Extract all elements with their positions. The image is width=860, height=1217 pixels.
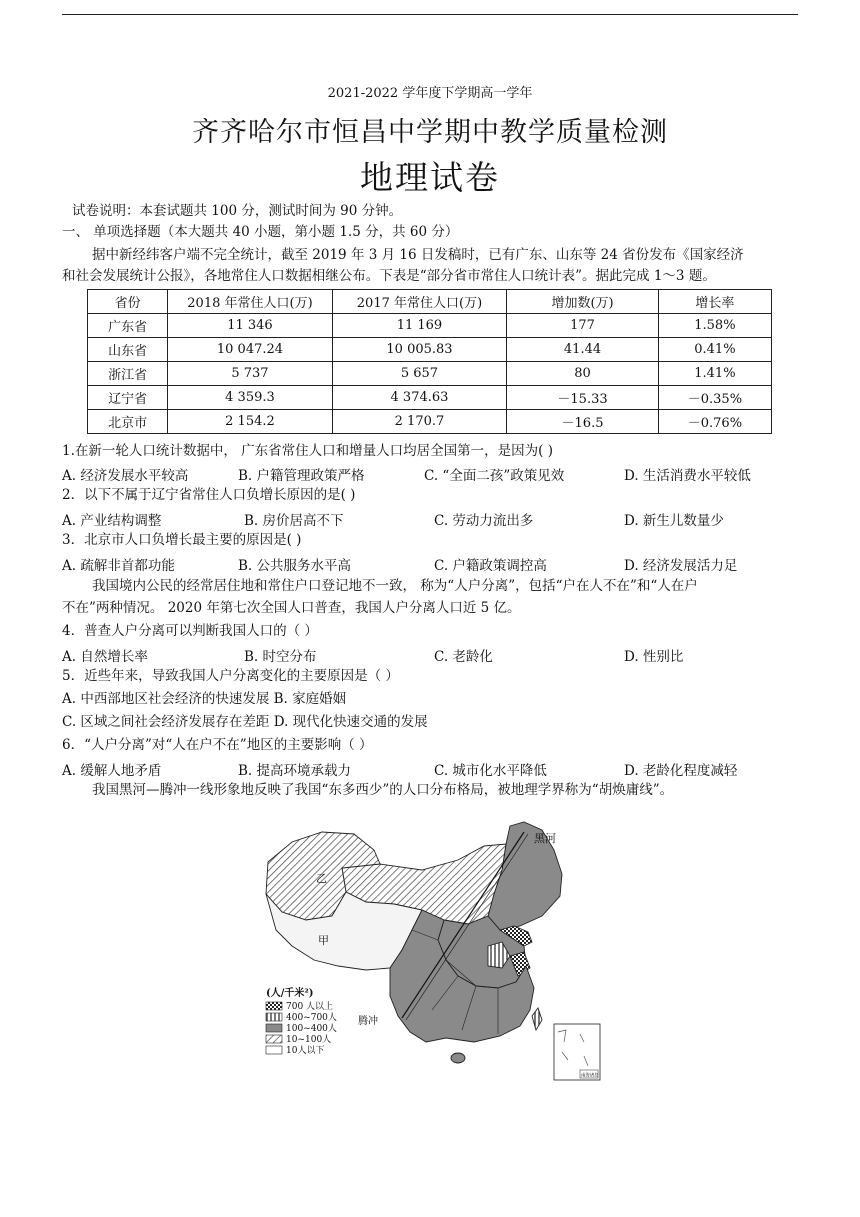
table-row [88, 386, 772, 410]
option-d[interactable]: D. 新生儿数量少 [624, 513, 724, 529]
table-cell: 2 170.7 [332, 410, 506, 434]
option-c[interactable]: C. 城市化水平降低 [434, 763, 547, 779]
question-4-stem: 4．普查人户分离可以判断我国人口的（ ） [62, 623, 318, 639]
question-1-options [62, 464, 802, 482]
table-cell: 177 [507, 314, 659, 338]
table-cell: 5 657 [332, 362, 506, 386]
table-cell: 浙江省 [88, 362, 168, 386]
table-row [88, 362, 772, 386]
table-cell: －15.33 [507, 386, 659, 410]
table-cell: 4 359.3 [168, 386, 333, 410]
option-c[interactable]: C. 户籍政策调控高 [434, 558, 547, 574]
question-1-stem: 1.在新一轮人口统计数据中， 广东省常住人口和增量人口均居全国第一，是因为( ) [62, 443, 553, 459]
table-cell: 北京市 [88, 410, 168, 434]
table-row [88, 314, 772, 338]
table-cell: 1.58% [658, 314, 771, 338]
table-cell: 山东省 [88, 338, 168, 362]
label-heihe: 黑河 [534, 832, 556, 845]
table-header-cell: 增加数(万) [507, 290, 659, 314]
exam-subject-title: 地理试卷 [360, 158, 500, 197]
option-c[interactable]: C. 老龄化 [434, 649, 493, 665]
south-china-sea-inset [554, 1024, 600, 1080]
option-b[interactable]: B. 时空分布 [244, 649, 317, 665]
question-2-options [62, 509, 802, 527]
passage3: 我国黑河—腾冲一线形象地反映了我国“东多西少”的人口分布格局，被地理学界称为“胡焕庸线”。 [92, 782, 674, 798]
question-4-options [62, 645, 802, 663]
table-cell: 11 169 [332, 314, 506, 338]
table-header-cell: 增长率 [658, 290, 771, 314]
question-2-stem: 2．以下不属于辽宁省常住人口负增长原因的是( ) [62, 487, 356, 503]
inset-label: 南海诸岛 [581, 1073, 599, 1079]
table-row [88, 338, 772, 362]
question-5-options-ab[interactable]: A. 中西部地区社会经济的快速发展 B. 家庭婚姻 [62, 691, 347, 707]
table-header-cell: 2017 年常住人口(万) [332, 290, 506, 314]
legend-item: 10人以下 [286, 1046, 325, 1056]
question-6-stem: 6．“人户分离”对“人在户不在”地区的主要影响（ ） [62, 737, 373, 753]
exam-year-line: 2021-2022 学年度下学期高一学年 [327, 86, 533, 101]
table-cell: 80 [507, 362, 659, 386]
legend-item: 100~400人 [286, 1024, 337, 1034]
label-yi: 乙 [316, 872, 327, 885]
option-d[interactable]: D. 经济发展活力足 [624, 558, 738, 574]
option-c[interactable]: C. 劳动力流出多 [434, 513, 534, 529]
question-5-options-cd[interactable]: C. 区域之间社会经济发展存在差距 D. 现代化快速交通的发展 [62, 714, 428, 730]
option-d[interactable]: D. 生活消费水平较低 [624, 468, 751, 484]
table-cell: 10 005.83 [332, 338, 506, 362]
option-c[interactable]: C. “全面二孩”政策见效 [424, 468, 565, 484]
passage2-line1: 我国境内公民的经常居住地和常住户口登记地不一致， 称为“人户分离”，包括“户在人不在”和“人在户 [92, 578, 698, 594]
population-density-map [262, 820, 610, 1088]
section-title: 一、 单项选择题（本大题共 40 小题，第小题 1.5 分，共 60 分） [62, 224, 459, 240]
table-cell: 1.41% [658, 362, 771, 386]
option-b[interactable]: B. 户籍管理政策严格 [238, 468, 365, 484]
option-a[interactable]: A. 缓解人地矛盾 [62, 763, 162, 779]
table-cell: 0.41% [658, 338, 771, 362]
option-a[interactable]: A. 经济发展水平较高 [62, 468, 189, 484]
option-a[interactable]: A. 疏解非首都功能 [62, 558, 175, 574]
legend-title: (人/千米²) [266, 988, 314, 999]
table-header-row [88, 290, 772, 314]
population-table [87, 289, 772, 434]
map-legend [266, 986, 337, 1056]
table-cell: －16.5 [507, 410, 659, 434]
question-5-stem: 5．近些年来，导致我国人户分离变化的主要原因是（ ） [62, 668, 399, 684]
option-a[interactable]: A. 产业结构调整 [62, 513, 162, 529]
option-b[interactable]: B. 房价居高不下 [244, 513, 344, 529]
table-cell: 2 154.2 [168, 410, 333, 434]
table-cell: 5 737 [168, 362, 333, 386]
exam-instructions: 试卷说明：本套试题共 100 分，测试时间为 90 分钟。 [72, 203, 403, 219]
question-6-options [62, 759, 802, 777]
passage1-line1: 据中新经纬客户端不完全统计，截至 2019 年 3 月 16 日发稿时，已有广东、山东等 24 省份发布《国家经济 [92, 247, 744, 263]
option-d[interactable]: D. 老龄化程度减轻 [624, 763, 738, 779]
option-d[interactable]: D. 性别比 [624, 649, 684, 665]
table-cell: 11 346 [168, 314, 333, 338]
table-cell: 10 047.24 [168, 338, 333, 362]
question-3-options [62, 554, 802, 572]
table-cell: 广东省 [88, 314, 168, 338]
table-cell: 41.44 [507, 338, 659, 362]
question-3-stem: 3．北京市人口负增长最主要的原因是( ) [62, 532, 302, 548]
passage2-line2: 不在”两种情况。 2020 年第七次全国人口普查，我国人户分离人口近 5 亿。 [62, 600, 521, 616]
taiwan-region [532, 1008, 542, 1030]
top-rule [62, 14, 798, 15]
legend-item: 10~100人 [286, 1035, 332, 1045]
label-tengchong: 腾冲 [358, 1016, 378, 1027]
table-header-cell: 2018 年常住人口(万) [168, 290, 333, 314]
table-row [88, 410, 772, 434]
table-cell: 辽宁省 [88, 386, 168, 410]
option-a[interactable]: A. 自然增长率 [62, 649, 148, 665]
legend-item: 400~700人 [286, 1013, 337, 1023]
passage1-line2: 和社会发展统计公报》，各地常住人口数据相继公布。下表是“部分省市常住人口统计表”。据此完成 1～3 题。 [62, 268, 716, 284]
exam-school-title: 齐齐哈尔市恒昌中学期中教学质量检测 [192, 117, 668, 148]
table-header-cell: 省份 [88, 290, 168, 314]
table-cell: 4 374.63 [332, 386, 506, 410]
table-cell: －0.76% [658, 410, 771, 434]
label-jia: 甲 [318, 934, 329, 947]
legend-item: 700 人以上 [286, 1002, 334, 1012]
option-b[interactable]: B. 公共服务水平高 [238, 558, 352, 574]
table-cell: －0.35% [658, 386, 771, 410]
hainan-region [451, 1053, 465, 1063]
option-b[interactable]: B. 提高环境承载力 [238, 763, 352, 779]
